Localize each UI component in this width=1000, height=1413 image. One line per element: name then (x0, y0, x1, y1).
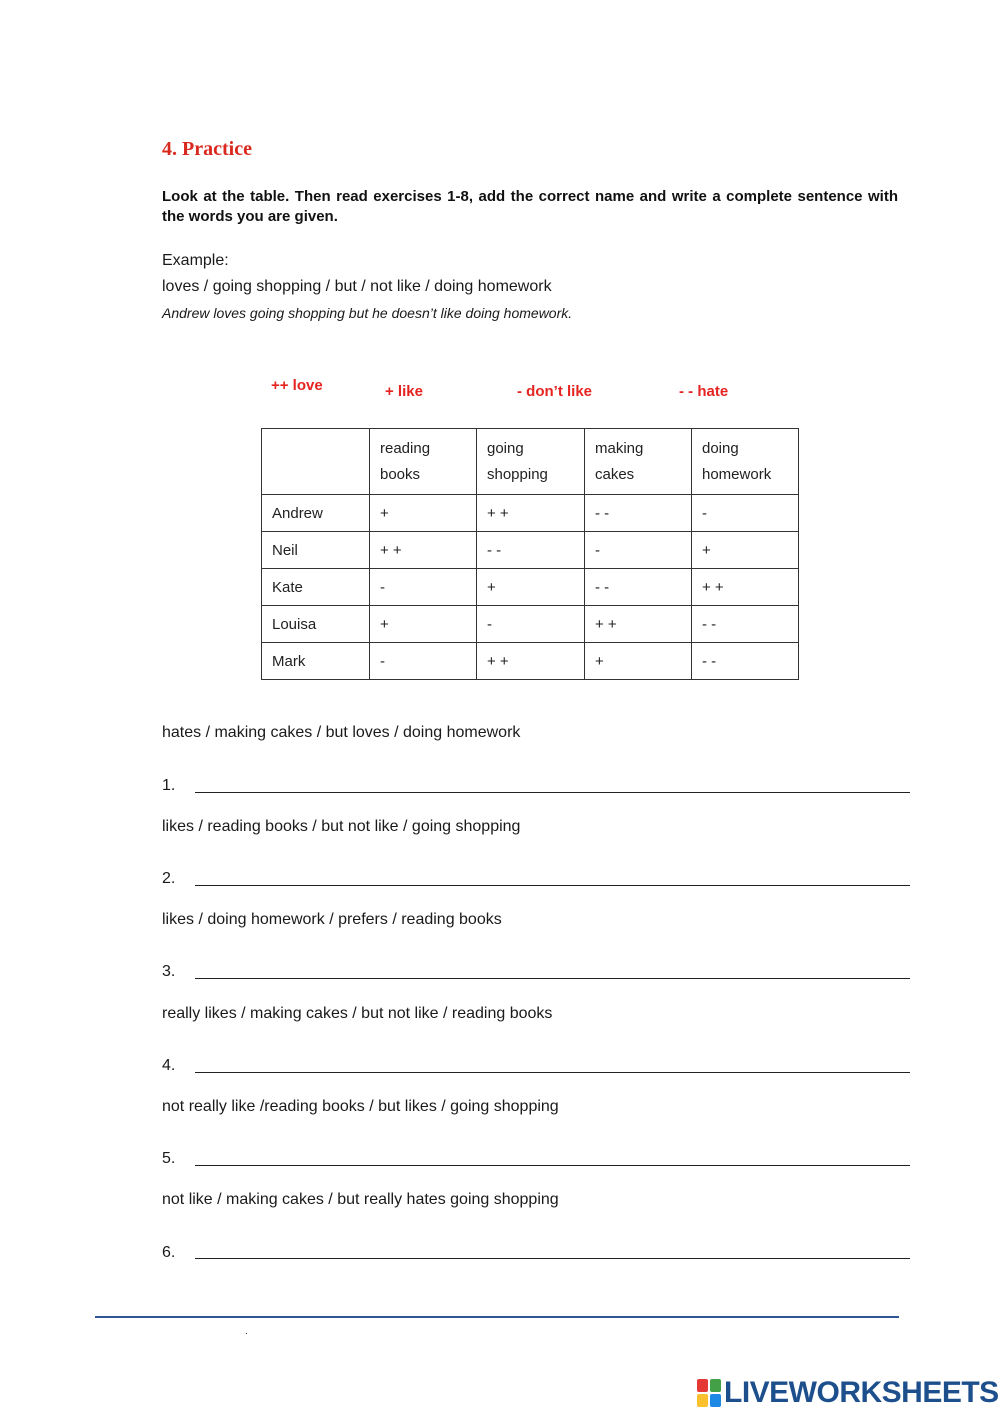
table-cell: + + (477, 643, 585, 680)
answer-line (195, 978, 910, 979)
table-cell: + (692, 532, 799, 569)
exercise-number: 4. (162, 1057, 176, 1074)
answer-line (195, 1072, 910, 1073)
logo-block-yellow (697, 1394, 708, 1407)
example-prompt: loves / going shopping / but / not like / doing homework (162, 278, 552, 295)
row-name: Louisa (262, 606, 370, 643)
footer-rule (95, 1316, 899, 1318)
answer-input-1[interactable] (196, 768, 916, 792)
row-name: Neil (262, 532, 370, 569)
row-name: Andrew (262, 495, 370, 532)
table-cell: - - (692, 606, 799, 643)
answer-line (195, 792, 910, 793)
instructions: Look at the table. Then read exercises 1-8, add the correct name and write a complete sentence with the words you are given. (162, 188, 898, 225)
table-cell: + + (692, 569, 799, 606)
legend-dont-like: - don’t like (517, 383, 592, 400)
table-row (262, 643, 799, 680)
legend-like: + like (385, 383, 423, 400)
logo-block-blue (710, 1394, 721, 1407)
exercise-number: 6. (162, 1244, 176, 1261)
table-row (262, 606, 799, 643)
exercise-number: 1. (162, 777, 176, 794)
table-corner-cell (262, 429, 370, 495)
table-cell: + + (370, 532, 477, 569)
logo-block-red (697, 1379, 708, 1392)
liveworksheets-logo-icon (697, 1379, 721, 1407)
answer-input-3[interactable] (196, 954, 916, 978)
answer-line (195, 1165, 910, 1166)
logo-text: LIVEWORKSHEETS (724, 1376, 999, 1409)
table-cell: - - (477, 532, 585, 569)
table-cell: - (692, 495, 799, 532)
table-cell: + (585, 643, 692, 680)
logo-block-green (710, 1379, 721, 1392)
table-cell: + (370, 606, 477, 643)
table-row (262, 569, 799, 606)
answer-input-6[interactable] (196, 1234, 916, 1258)
table-cell: + (477, 569, 585, 606)
legend-love: ++ love (271, 377, 323, 394)
table-cell: + + (585, 606, 692, 643)
table-cell: - (477, 606, 585, 643)
answer-input-4[interactable] (196, 1048, 916, 1072)
header-making-cakes: making cakes (585, 429, 692, 495)
answer-line (195, 1258, 910, 1259)
row-name: Mark (262, 643, 370, 680)
table-cell: + + (477, 495, 585, 532)
table-cell: - (585, 532, 692, 569)
legend-hate: - - hate (679, 383, 729, 400)
preferences-table (261, 428, 799, 680)
liveworksheets-logo (697, 1377, 999, 1409)
section-title: 4. Practice (162, 138, 252, 160)
exercise-prompt: hates / making cakes / but loves / doing homework (162, 724, 521, 741)
exercise-number: 2. (162, 870, 176, 887)
footer-dot: . (245, 1326, 248, 1337)
table-cell: + (370, 495, 477, 532)
table-row (262, 532, 799, 569)
header-going-shopping: going shopping (477, 429, 585, 495)
exercise-number: 5. (162, 1150, 176, 1167)
answer-input-5[interactable] (196, 1141, 916, 1165)
answer-input-2[interactable] (196, 861, 916, 885)
example-label: Example: (162, 252, 229, 269)
table-cell: - (370, 569, 477, 606)
row-name: Kate (262, 569, 370, 606)
exercise-prompt: really likes / making cakes / but not like / reading books (162, 1005, 553, 1022)
table-row (262, 495, 799, 532)
header-reading-books: reading books (370, 429, 477, 495)
header-doing-homework: doing homework (692, 429, 799, 495)
table-cell: - (370, 643, 477, 680)
exercise-number: 3. (162, 963, 176, 980)
table-header-row (262, 429, 799, 495)
table-cell: - - (585, 495, 692, 532)
answer-line (195, 885, 910, 886)
exercise-prompt: not like / making cakes / but really hates going shopping (162, 1191, 559, 1208)
example-answer: Andrew loves going shopping but he doesn’t like doing homework. (162, 305, 573, 321)
exercise-prompt: likes / reading books / but not like / going shopping (162, 818, 521, 835)
exercise-prompt: likes / doing homework / prefers / reading books (162, 911, 502, 928)
exercise-prompt: not really like /reading books / but likes / going shopping (162, 1098, 559, 1115)
table-cell: - - (692, 643, 799, 680)
table-cell: - - (585, 569, 692, 606)
